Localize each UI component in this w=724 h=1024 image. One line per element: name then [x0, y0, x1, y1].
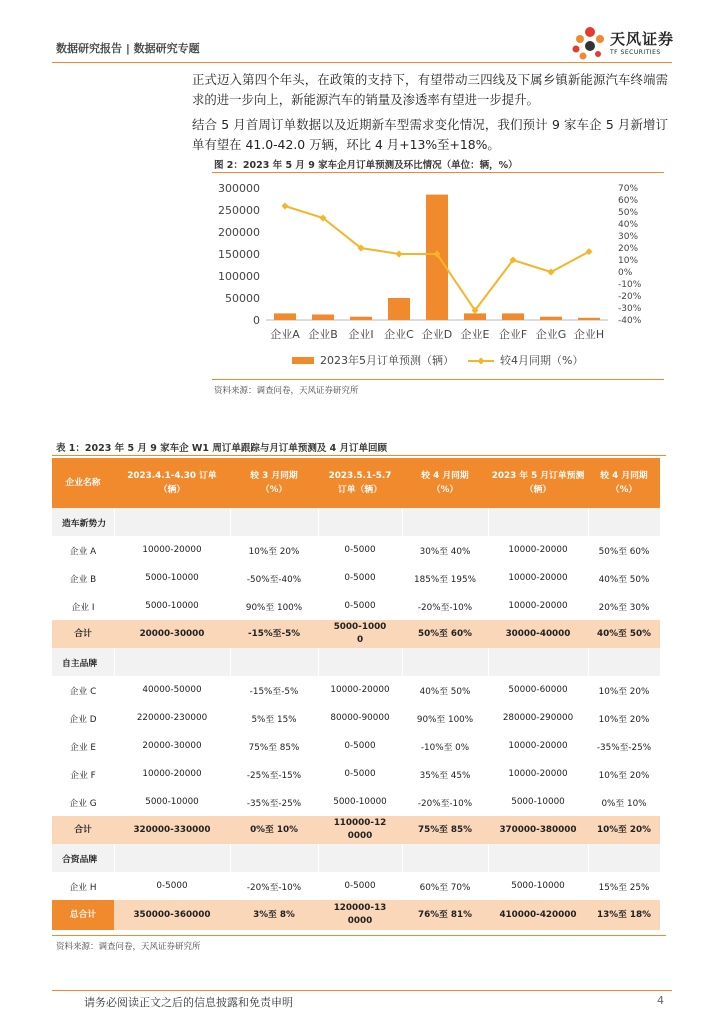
table-row — [52, 536, 660, 564]
x-tick-label: 企业C — [384, 328, 414, 341]
order-table — [52, 458, 660, 930]
table-cell: 40000-50000 — [142, 685, 202, 695]
table-cell: 220000-230000 — [136, 713, 208, 723]
header-cell — [230, 458, 318, 508]
figure-bottom-rule — [212, 379, 664, 380]
logo-name: 天风证券 — [610, 30, 675, 48]
company-name: 企业 H — [69, 882, 97, 893]
table-row — [52, 704, 660, 732]
group-blank-cell — [230, 844, 318, 872]
header-cell-line: 订单（辆） — [338, 485, 382, 495]
subtotal-cell: 40%至 50% — [588, 620, 660, 648]
group-blank-cell — [114, 648, 230, 676]
group-blank-cell — [402, 844, 488, 872]
bar — [464, 313, 486, 320]
y-right-tick-label: 60% — [618, 196, 639, 206]
header-cell-line: 2023.5.1-5.7 — [328, 471, 392, 481]
table-cell: 5000-10000 — [511, 881, 565, 891]
y-right-tick-label: 0% — [618, 268, 633, 278]
table-cell: 20000-30000 — [142, 741, 202, 751]
y-right-tick-label: -30% — [618, 304, 642, 314]
grand-total-cell: 76%至 81% — [402, 900, 488, 930]
page-number: 4 — [657, 994, 664, 1007]
header-cell-line: 较 3 月同期 — [250, 471, 298, 481]
group-blank-cell — [588, 648, 660, 676]
bar — [578, 318, 600, 320]
table-cell: 60%至 70% — [419, 882, 471, 893]
header-cell-line: （%） — [431, 485, 459, 495]
x-tick-label: 企业I — [348, 328, 374, 341]
table-cell: -20%至-10% — [417, 602, 473, 613]
group-name: 自主品牌 — [52, 648, 114, 676]
table-cell: 10000-20000 — [508, 601, 568, 611]
y-right-tick-label: 50% — [618, 208, 639, 218]
group-blank-cell — [230, 508, 318, 536]
subtotal-cell: 20000-30000 — [114, 620, 230, 648]
header-cell-line: （%） — [610, 485, 638, 495]
legend-bar-label: 2023年5月订单预测（辆） — [320, 354, 454, 367]
table-header-row — [52, 458, 660, 508]
y-left-tick-label: 200000 — [218, 226, 260, 239]
table-cell: 0-5000 — [344, 741, 376, 751]
group-blank-cell — [588, 844, 660, 872]
figure-source: 资料来源：调查问卷，天风证券研究所 — [214, 386, 359, 396]
table-cell: 10000-20000 — [508, 741, 568, 751]
table-cell: 80000-90000 — [330, 713, 390, 723]
x-tick-label: 企业H — [573, 328, 605, 341]
header-cell — [402, 458, 488, 508]
table-cell: 10%至 20% — [598, 714, 650, 725]
y-left-tick-label: 50000 — [225, 292, 260, 305]
table-cell: 5000-10000 — [145, 797, 199, 807]
table-cell: -20%至-10% — [417, 798, 473, 809]
bar — [502, 313, 524, 320]
group-blank-cell — [318, 508, 402, 536]
company-name: 企业 I — [71, 602, 95, 613]
y-right-tick-label: 40% — [618, 220, 639, 230]
y-left-tick-label: 250000 — [218, 204, 260, 217]
report-header: 数据研究报告 | 数据研究专题 — [56, 42, 200, 55]
order-chart — [200, 174, 680, 384]
header-cell — [588, 458, 660, 508]
table-cell: 40%至 50% — [419, 686, 471, 697]
table-cell: -25%至-15% — [246, 770, 302, 781]
grand-total-cell: 350000-360000 — [114, 900, 230, 930]
header-cell-line: （辆） — [524, 485, 552, 495]
bar — [350, 317, 372, 320]
grand-total-cell: 3%至 8% — [230, 900, 318, 930]
y-left-tick-label: 150000 — [218, 248, 260, 261]
group-header-row — [52, 508, 660, 536]
x-tick-label: 企业A — [270, 328, 300, 341]
bar — [312, 315, 334, 321]
company-name: 企业 F — [70, 770, 96, 781]
group-blank-cell — [488, 844, 588, 872]
group-blank-cell — [114, 508, 230, 536]
company-name: 企业 G — [69, 798, 97, 809]
paragraph-2: 结合 5 月首周订单数据以及近期新车型需求变化情况，我们预计 9 家车企 5 月新增订单有望在 41.0-42.0 万辆，环比 4 月+13%至+18%。 — [192, 117, 668, 152]
company-name: 企业 C — [69, 686, 97, 697]
table-cell: 185%至 195% — [414, 574, 476, 585]
table-cell: 35%至 45% — [419, 770, 471, 781]
group-header-row — [52, 844, 660, 872]
table-cell: 50000-60000 — [508, 685, 568, 695]
y-right-tick-label: -40% — [618, 316, 642, 326]
header-cell — [488, 458, 588, 508]
y-right-tick-label: 20% — [618, 244, 639, 254]
table-cell: 10000-20000 — [508, 573, 568, 583]
subtotal-cell: 110000-120000 — [318, 816, 402, 844]
y-right-tick-label: 70% — [618, 184, 639, 194]
table-cell: 10000-20000 — [508, 769, 568, 779]
table-source: 资料来源：调查问卷，天风证券研究所 — [56, 942, 201, 952]
y-left-tick-label: 100000 — [218, 270, 260, 283]
grand-total-row — [52, 900, 660, 930]
table-cell: 5%至 15% — [251, 714, 297, 725]
table-row — [52, 564, 660, 592]
header-cell-line: 2023 年 5 月订单预测 — [491, 471, 585, 481]
table-cell: -50%至-40% — [246, 574, 302, 585]
y-right-tick-label: -10% — [618, 280, 642, 290]
header-cell-line: （辆） — [158, 485, 186, 495]
table-cell: 0-5000 — [156, 881, 188, 891]
group-name: 合资品牌 — [52, 844, 114, 872]
subtotal-cell: 50%至 60% — [402, 620, 488, 648]
company-name: 企业 D — [69, 714, 97, 725]
table-cell: 10%至 20% — [248, 546, 300, 557]
table-cell: 0-5000 — [344, 881, 376, 891]
table-bottom-rule — [52, 935, 666, 936]
group-name: 造车新势力 — [52, 508, 114, 536]
grand-total-cell: 410000-420000 — [488, 900, 588, 930]
company-name: 企业 E — [70, 742, 96, 753]
header-cell — [114, 458, 230, 508]
table-cell: 5000-10000 — [511, 797, 565, 807]
subtotal-cell: 5000-10000 — [318, 620, 402, 648]
x-tick-label: 企业F — [498, 328, 528, 341]
grand-total-label: 总合计 — [52, 900, 114, 930]
table-cell: 0-5000 — [344, 769, 376, 779]
subtotal-label: 合计 — [52, 620, 114, 648]
table-cell: 10%至 20% — [598, 686, 650, 697]
header-cell-line: 2023.4.1-4.30 订单 — [127, 471, 217, 481]
x-tick-label: 企业G — [535, 328, 567, 341]
group-blank-cell — [488, 648, 588, 676]
legend-line-marker — [478, 358, 485, 365]
footer-disclaimer: 请务必阅读正文之后的信息披露和免责申明 — [84, 996, 293, 1009]
y-left-tick-label: 0 — [253, 314, 260, 327]
table-cell: -20%至-10% — [246, 882, 302, 893]
logo-sub: TF SECURITIES — [610, 49, 661, 56]
table-cell: 75%至 85% — [248, 742, 300, 753]
group-blank-cell — [318, 648, 402, 676]
table-title: 表 1：2023 年 5 月 9 家车企 W1 周订单跟踪与月订单预测及 4 月订单回顾 — [56, 443, 388, 454]
subtotal-cell: 320000-330000 — [114, 816, 230, 844]
table-cell: -35%至-25% — [246, 798, 302, 809]
table-row — [52, 788, 660, 816]
table-cell: 5000-10000 — [333, 797, 387, 807]
subtotal-label: 合计 — [52, 816, 114, 844]
header-divider — [52, 62, 672, 63]
subtotal-row — [52, 816, 660, 844]
table-cell: 10000-20000 — [508, 545, 568, 555]
header-cell-line: 较 4 月同期 — [421, 471, 469, 481]
table-cell: 10000-20000 — [330, 685, 390, 695]
header-cell — [52, 458, 114, 508]
table-cell: 90%至 100% — [245, 602, 303, 613]
table-cell: -35%至-25% — [596, 742, 652, 753]
grand-total-cell: 120000-130000 — [318, 900, 402, 930]
bar — [274, 313, 296, 320]
table-row — [52, 732, 660, 760]
table-cell: 90%至 100% — [416, 714, 474, 725]
table-cell: 15%至 25% — [598, 882, 650, 893]
group-header-row — [52, 648, 660, 676]
grand-total-cell: 13%至 18% — [588, 900, 660, 930]
table-cell: 10000-20000 — [142, 769, 202, 779]
subtotal-cell: 30000-40000 — [488, 620, 588, 648]
subtotal-cell: -15%至-5% — [230, 620, 318, 648]
table-cell: 0%至 10% — [601, 798, 647, 809]
table-cell: 10%至 20% — [598, 770, 650, 781]
figure-title: 图 2：2023 年 5 月 9 家车企月订单预测及环比情况（单位：辆，%） — [214, 160, 518, 171]
table-cell: 40%至 50% — [598, 574, 650, 585]
paragraph-1: 正式迈入第四个年头，在政策的支持下，有望带动三四线及下属乡镇新能源汽车终端需求的进一步向上，新能源汽车的销量及渗透率有望进一步提升。 — [192, 72, 668, 107]
y-right-tick-label: 10% — [618, 256, 639, 266]
bar — [388, 298, 410, 320]
table-cell: 30%至 40% — [419, 546, 471, 557]
tf-logo-icon — [570, 24, 610, 62]
table-cell: -15%至-5% — [249, 686, 299, 697]
x-tick-label: 企业B — [308, 328, 338, 341]
company-name: 企业 B — [69, 574, 97, 585]
table-cell: 5000-10000 — [145, 601, 199, 611]
group-blank-cell — [230, 648, 318, 676]
figure-top-rule — [212, 172, 664, 173]
table-row — [52, 676, 660, 704]
table-cell: 50%至 60% — [598, 546, 650, 557]
table-cell: 280000-290000 — [502, 713, 574, 723]
subtotal-cell: 75%至 85% — [402, 816, 488, 844]
group-blank-cell — [588, 508, 660, 536]
group-blank-cell — [488, 508, 588, 536]
line-point — [396, 251, 403, 258]
table-row — [52, 592, 660, 620]
header-cell-line: 较 4 月同期 — [600, 471, 648, 481]
group-blank-cell — [402, 508, 488, 536]
header-cell-line: 企业名称 — [65, 478, 101, 488]
header-cell-line: （%） — [260, 485, 288, 495]
bar — [540, 317, 562, 320]
legend-bar-swatch — [292, 357, 314, 364]
group-blank-cell — [114, 844, 230, 872]
y-left-tick-label: 300000 — [218, 182, 260, 195]
table-cell: 0-5000 — [344, 573, 376, 583]
table-row — [52, 760, 660, 788]
table-cell: 0-5000 — [344, 545, 376, 555]
line-point — [282, 203, 289, 210]
table-row — [52, 872, 660, 900]
header-cell — [318, 458, 402, 508]
subtotal-cell: 370000-380000 — [488, 816, 588, 844]
group-blank-cell — [402, 648, 488, 676]
table-cell: -10%至 0% — [420, 742, 470, 753]
x-tick-label: 企业E — [460, 328, 490, 341]
y-right-tick-label: 30% — [618, 232, 639, 242]
company-name: 企业 A — [69, 546, 97, 557]
table-cell: 20%至 30% — [598, 602, 650, 613]
legend-line-label: 较4月同期（%） — [500, 354, 584, 367]
company-logo — [570, 24, 680, 62]
table-cell: 0-5000 — [344, 601, 376, 611]
subtotal-row — [52, 620, 660, 648]
table-cell: 5000-10000 — [145, 573, 199, 583]
subtotal-cell: 0%至 10% — [230, 816, 318, 844]
table-top-rule — [52, 455, 666, 456]
x-tick-label: 企业D — [421, 328, 453, 341]
subtotal-cell: 10%至 20% — [588, 816, 660, 844]
group-blank-cell — [318, 844, 402, 872]
y-right-tick-label: -20% — [618, 292, 642, 302]
table-cell: 10000-20000 — [142, 545, 202, 555]
footer-divider — [52, 990, 672, 991]
